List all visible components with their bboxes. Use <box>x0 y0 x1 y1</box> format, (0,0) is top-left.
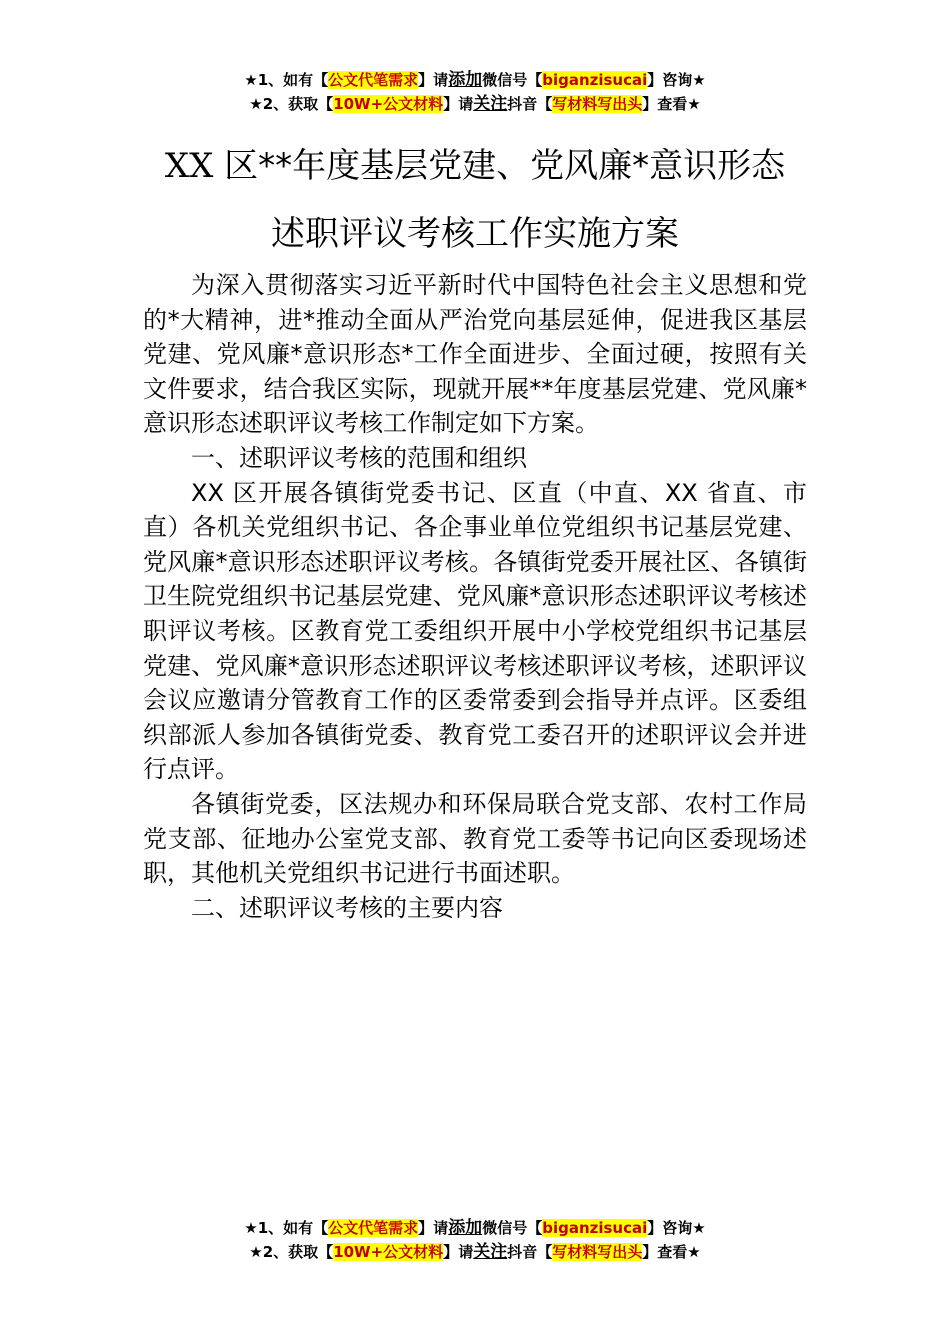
banner-line-2: ★2、获取【10W+公文材料】请关注抖音【写材料写出头】查看★ <box>249 1242 701 1262</box>
section-heading-2: 二、述职评议考核的主要内容 <box>191 893 503 922</box>
highlight-service: 公文代笔需求 <box>328 1219 419 1237</box>
highlight-wechat-id: biganzisucai <box>542 71 648 89</box>
document-body <box>143 268 807 925</box>
bottom-banner <box>0 1216 950 1264</box>
banner-line-1: ★1、如有【公文代笔需求】请添加微信号【biganzisucai】咨询★ <box>244 70 706 90</box>
highlight-douyin: 写材料写出头 <box>552 1243 643 1261</box>
banner-line-1: ★1、如有【公文代笔需求】请添加微信号【biganzisucai】咨询★ <box>244 1218 706 1238</box>
paragraph-scope: XX 区开展各镇街党委书记、区直（中直、XX 省直、市直）各机关党组织书记、各企事业单位党组织书记基层党建、党风廉*意识形态述职评议考核。各镇街党委开展社区、各镇街卫生院党组织书记基层党建、党风廉*意识形态述职评议考核述职评议考核。区教育党工委组织开展中小学校党组织书记基层党建、党风廉*意识形态述职评议考核述职评议考核，述职评议会议应邀请分管教育工作的区委常委到会指导并点评。区委组织部派人参加各镇街党委、教育党工委召开的述职评议会并进行点评。 <box>143 478 807 784</box>
highlight-materials: 10W+公文材料 <box>333 1243 444 1261</box>
document-title-line-1: XX 区**年度基层党建、党风廉*意识形态 <box>164 146 786 186</box>
document-title-line-2: 述职评议考核工作实施方案 <box>271 214 679 254</box>
highlight-materials: 10W+公文材料 <box>333 95 444 113</box>
highlight-wechat-id: biganzisucai <box>542 1219 648 1237</box>
section-heading-1: 一、述职评议考核的范围和组织 <box>191 443 527 472</box>
banner-line-2: ★2、获取【10W+公文材料】请关注抖音【写材料写出头】查看★ <box>249 94 701 114</box>
highlight-douyin: 写材料写出头 <box>552 95 643 113</box>
paragraph-intro: 为深入贯彻落实习近平新时代中国特色社会主义思想和党的*大精神，进*推动全面从严治党向基层延伸，促进我区基层党建、党风廉*意识形态*工作全面进步、全面过硬，按照有关文件要求，结合我区实际，现就开展**年度基层党建、党风廉*意识形态述职评议考核工作制定如下方案。 <box>143 271 807 438</box>
top-banner <box>0 68 950 116</box>
highlight-service: 公文代笔需求 <box>328 71 419 89</box>
paragraph-reporting: 各镇街党委，区法规办和环保局联合党支部、农村工作局党支部、征地办公室党支部、教育党工委等书记向区委现场述职，其他机关党组织书记进行书面述职。 <box>143 789 807 888</box>
